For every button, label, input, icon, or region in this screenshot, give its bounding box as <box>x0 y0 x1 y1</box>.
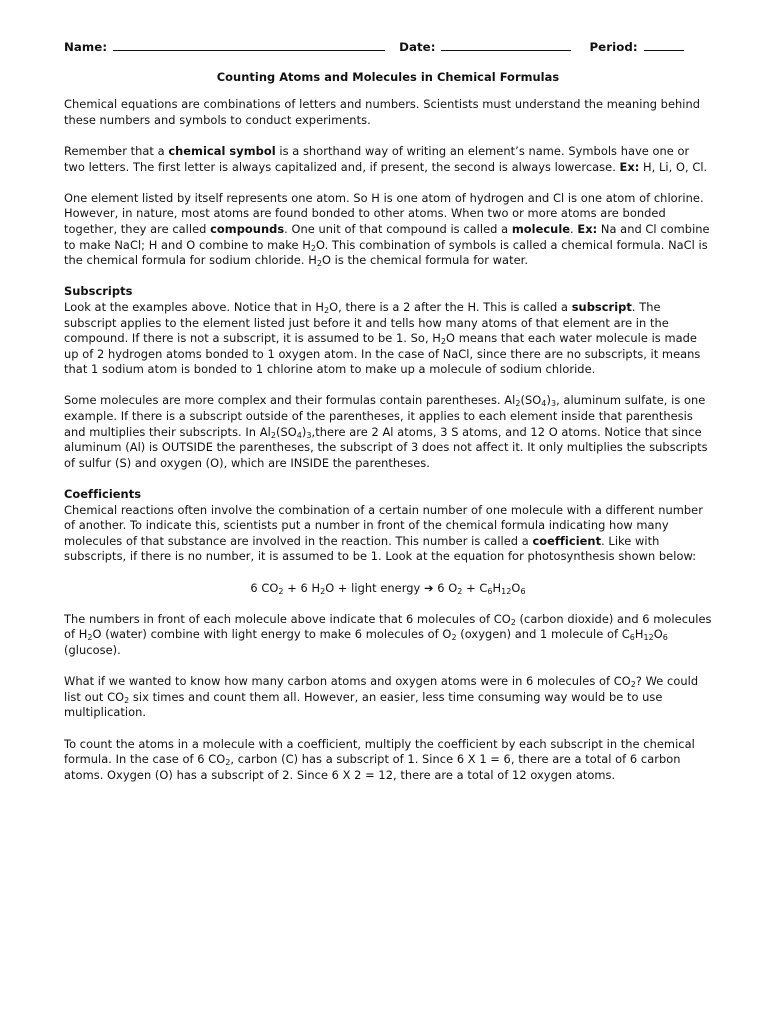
arrow-icon: ➔ <box>424 580 434 595</box>
name-label: Name: <box>64 40 108 54</box>
period-label: Period: <box>589 40 638 54</box>
chemical-symbol-term: chemical symbol <box>168 143 276 158</box>
subscript-term: subscript <box>571 299 632 314</box>
coefficients-paragraph-3: What if we wanted to know how many carbon atoms and oxygen atoms were in 6 molecules of $CO_2$? We could list out $CO_2$ six times and count them all. However, an easier, less time consuming way would be to use multiplication. <box>64 674 699 720</box>
compounds-term: compounds <box>210 221 285 236</box>
coefficients-paragraph-4: To count the atoms in a molecule with a coefficient, multiply the coefficient by each subscript in the chemical formula. In the case of 6 $CO_2$, carbon (C) has a subscript of 1. Since 6 X 1 = 6, there are a total of 6 carbon atoms. Oxygen (O) has a subscript of 2. Since 6 X 2 = 12, there are a total of 12 oxygen atoms. <box>64 736 695 782</box>
page-title: Counting Atoms and Molecules in Chemical Formulas <box>216 69 560 84</box>
subscripts-paragraph-2: Some molecules are more complex and their formulas contain parentheses. $Al_2(SO_4)_3$, aluminum sulfate, is one example. If there is a subscript outside of the parentheses, it applies to each element inside that parenthesis and multiplies their subscripts. In $Al_2(SO_4)_3,there$ are 2 Al atoms, 3 S atoms, and 12 O atoms. Notice that since aluminum (Al) is OUTSIDE the parentheses, the subscript of 3 does not affect it. It only multiplies the subscripts of sulfur (S) and oxygen (O), which are INSIDE the parentheses. <box>64 393 708 470</box>
header-row <box>64 38 712 56</box>
coefficients-paragraph-2: The numbers in front of each molecule above indicate that 6 molecules of $CO_2$ (carbon dioxide) and 6 molecules of $H_2O$ (water) combine with light energy to make 6 molecules of $O_2$ (oxygen) and 1 molecule of $C_6H_{12}O_6$ (glucose). <box>64 611 712 657</box>
name-field-line[interactable] <box>113 38 385 51</box>
subscripts-heading: Subscripts <box>64 284 133 299</box>
compound-paragraph: One element listed by itself represents one atom. So H is one atom of hydrogen and Cl is one atom of chlorine. However, in nature, most atoms are found bonded to other atoms. When two or more atoms are bonded together, they are called compounds. One unit of that compound is called a molecule. Ex: Na and Cl combine to make NaCl; H and O combine to make $H_2O$. This combination of symbols is called a chemical formula. NaCl is the chemical formula for sodium chloride. $H_2O$ is the chemical formula for water. <box>64 190 710 269</box>
chemical-symbol-paragraph: Remember that a chemical symbol is a shorthand way of writing an element’s name. Symbols have one or two letters. The first letter is always capitalized and, if present, the second is always lowercase. Ex: H, Li, O, Cl. <box>64 143 708 174</box>
period-field-line[interactable] <box>644 38 684 51</box>
date-field-line[interactable] <box>441 38 571 51</box>
molecule-term: molecule <box>511 221 571 236</box>
worksheet-page <box>64 38 712 799</box>
coefficients-paragraph-1: Chemical reactions often involve the combination of a certain number of one molecule with a different number of another. To indicate this, scientists put a number in front of the chemical formula indicating how many molecules of that substance are involved in the reaction. This number is called a coefficient. Like with subscripts, if there is no number, it is assumed to be 1. Look at the equation for photosynthesis shown below: <box>64 502 703 564</box>
subscripts-paragraph-1: Look at the examples above. Notice that in $H_2O$, there is a 2 after the H. This is called a subscript. The subscript applies to the element listed just before it and tells how many atoms of that element are in the compound. If there is not a subscript, it is assumed to be 1. So, $H_2O$ means that each water molecule is made up of 2 hydrogen atoms bonded to 1 oxygen atom. In the case of NaCl, since there are no subscripts, it means that 1 sodium atom is bonded to 1 chlorine atom to make up a molecule of sodium chloride. <box>64 299 701 377</box>
photosynthesis-equation: 6 $CO_2 + 6$ $H_2O$ + light energy ➔ 6 $O_2 + C_6H_{12}O_6$ <box>250 580 526 596</box>
intro-paragraph: Chemical equations are combinations of letters and numbers. Scientists must understand the meaning behind these numbers and symbols to conduct experiments. <box>64 97 701 127</box>
coefficients-heading: Coefficients <box>64 487 142 502</box>
coefficient-term: coefficient <box>532 533 602 548</box>
date-label: Date: <box>399 40 436 54</box>
